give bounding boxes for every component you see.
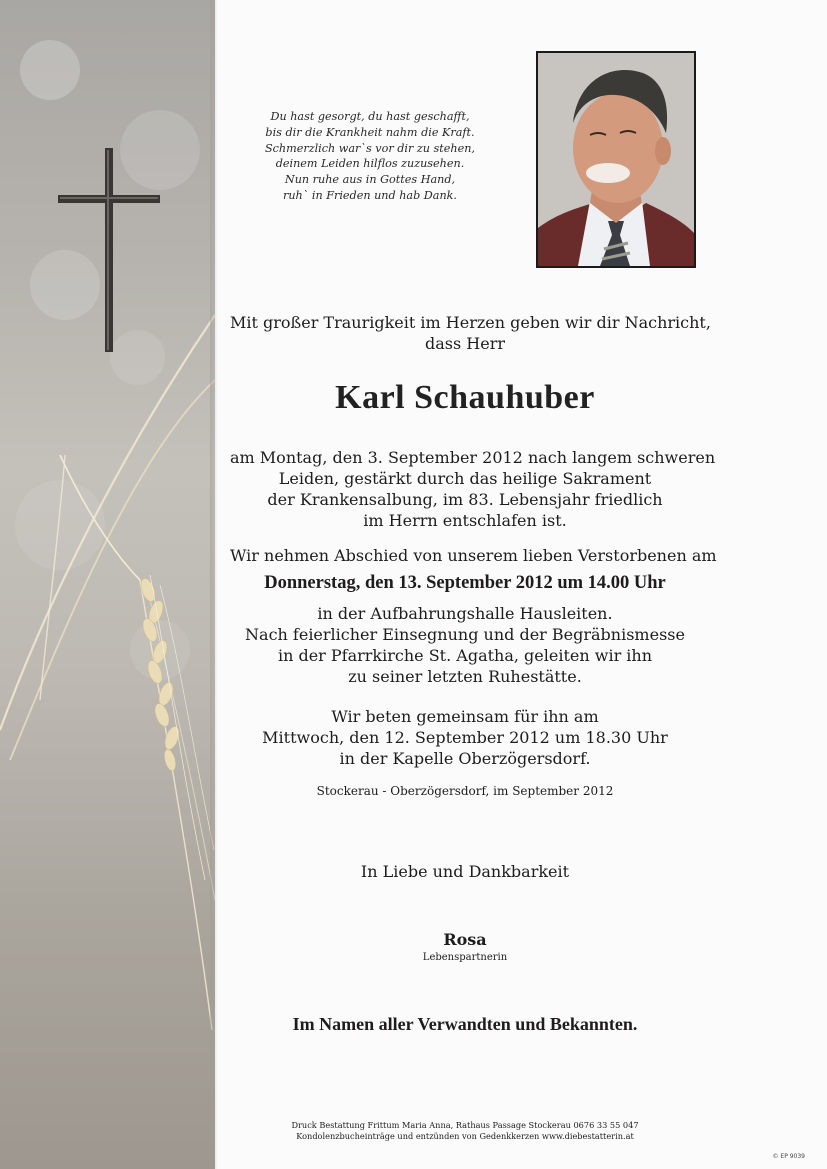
- death-text: [230, 447, 716, 531]
- intro-text: [230, 312, 711, 354]
- print-code: © EP 9039: [772, 1153, 805, 1160]
- poem-line: Du hast gesorgt, du hast geschafft,: [270, 110, 470, 123]
- place-date: Stockerau - Oberzögersdorf, im September 2012: [316, 784, 614, 798]
- funeral-line: in der Aufbahrungshalle Hausleiten.: [317, 604, 613, 623]
- poem-line: Nun ruhe aus in Gottes Hand,: [284, 173, 456, 187]
- funeral-line: zu seiner letzten Ruhestätte.: [348, 667, 582, 686]
- poem-line: bis dir die Krankheit nahm die Kraft.: [265, 125, 475, 139]
- closing-text: In Liebe und Dankbarkeit: [360, 862, 570, 881]
- poem-line: Schmerzlich war`s vor dir zu stehen,: [265, 141, 475, 155]
- portrait-photo: [536, 51, 696, 268]
- wheat-decoration: [0, 0, 215, 1169]
- footer: [230, 1120, 700, 1142]
- prayer-text: [230, 706, 700, 769]
- footer-line: Druck Bestattung Frittum Maria Anna, Rathaus Passage Stockerau 0676 33 55 047: [291, 1120, 639, 1130]
- prayer-line: Mittwoch, den 12. September 2012 um 18.30 Uhr: [262, 728, 668, 747]
- poem-line: ruh` in Frieden und hab Dank.: [282, 188, 457, 202]
- footer-line: Kondolenzbucheinträge und entzünden von Gedenkkerzen www.diebestatterin.at: [296, 1131, 634, 1141]
- death-line: Leiden, gestärkt durch das heilige Sakrament: [278, 469, 652, 488]
- intro-line: dass Herr: [424, 334, 505, 353]
- mourner-name: Rosa: [443, 930, 487, 949]
- cross-icon: [58, 148, 160, 352]
- death-line: der Krankensalbung, im 83. Lebensjahr friedlich: [267, 490, 663, 509]
- farewell-intro: Wir nehmen Abschied von unserem lieben Verstorbenen am: [230, 546, 717, 565]
- intro-line: Mit großer Traurigkeit im Herzen geben wir dir Nachricht,: [230, 313, 711, 332]
- poem: [240, 109, 500, 204]
- poem-line: deinem Leiden hilflos zuzusehen.: [275, 157, 465, 171]
- decorative-side-panel: [0, 0, 215, 1169]
- death-line: am Montag, den 3. September 2012 nach langem schweren: [230, 448, 716, 467]
- funeral-line: Nach feierlicher Einsegnung und der Begräbnismesse: [245, 625, 685, 644]
- funeral-text: [230, 603, 700, 687]
- funeral-line: in der Pfarrkirche St. Agatha, geleiten wir ihn: [277, 646, 653, 665]
- prayer-line: in der Kapelle Oberzögersdorf.: [339, 749, 591, 768]
- mourner-relation: Lebenspartnerin: [422, 952, 508, 963]
- family-line: Im Namen aller Verwandten und Bekannten.: [292, 1014, 638, 1034]
- death-line: im Herrn entschlafen ist.: [363, 511, 567, 530]
- funeral-date: Donnerstag, den 13. September 2012 um 14.00 Uhr: [264, 573, 666, 593]
- deceased-name: Karl Schauhuber: [335, 379, 595, 416]
- panel-edge: [210, 0, 218, 1169]
- prayer-line: Wir beten gemeinsam für ihn am: [331, 707, 599, 726]
